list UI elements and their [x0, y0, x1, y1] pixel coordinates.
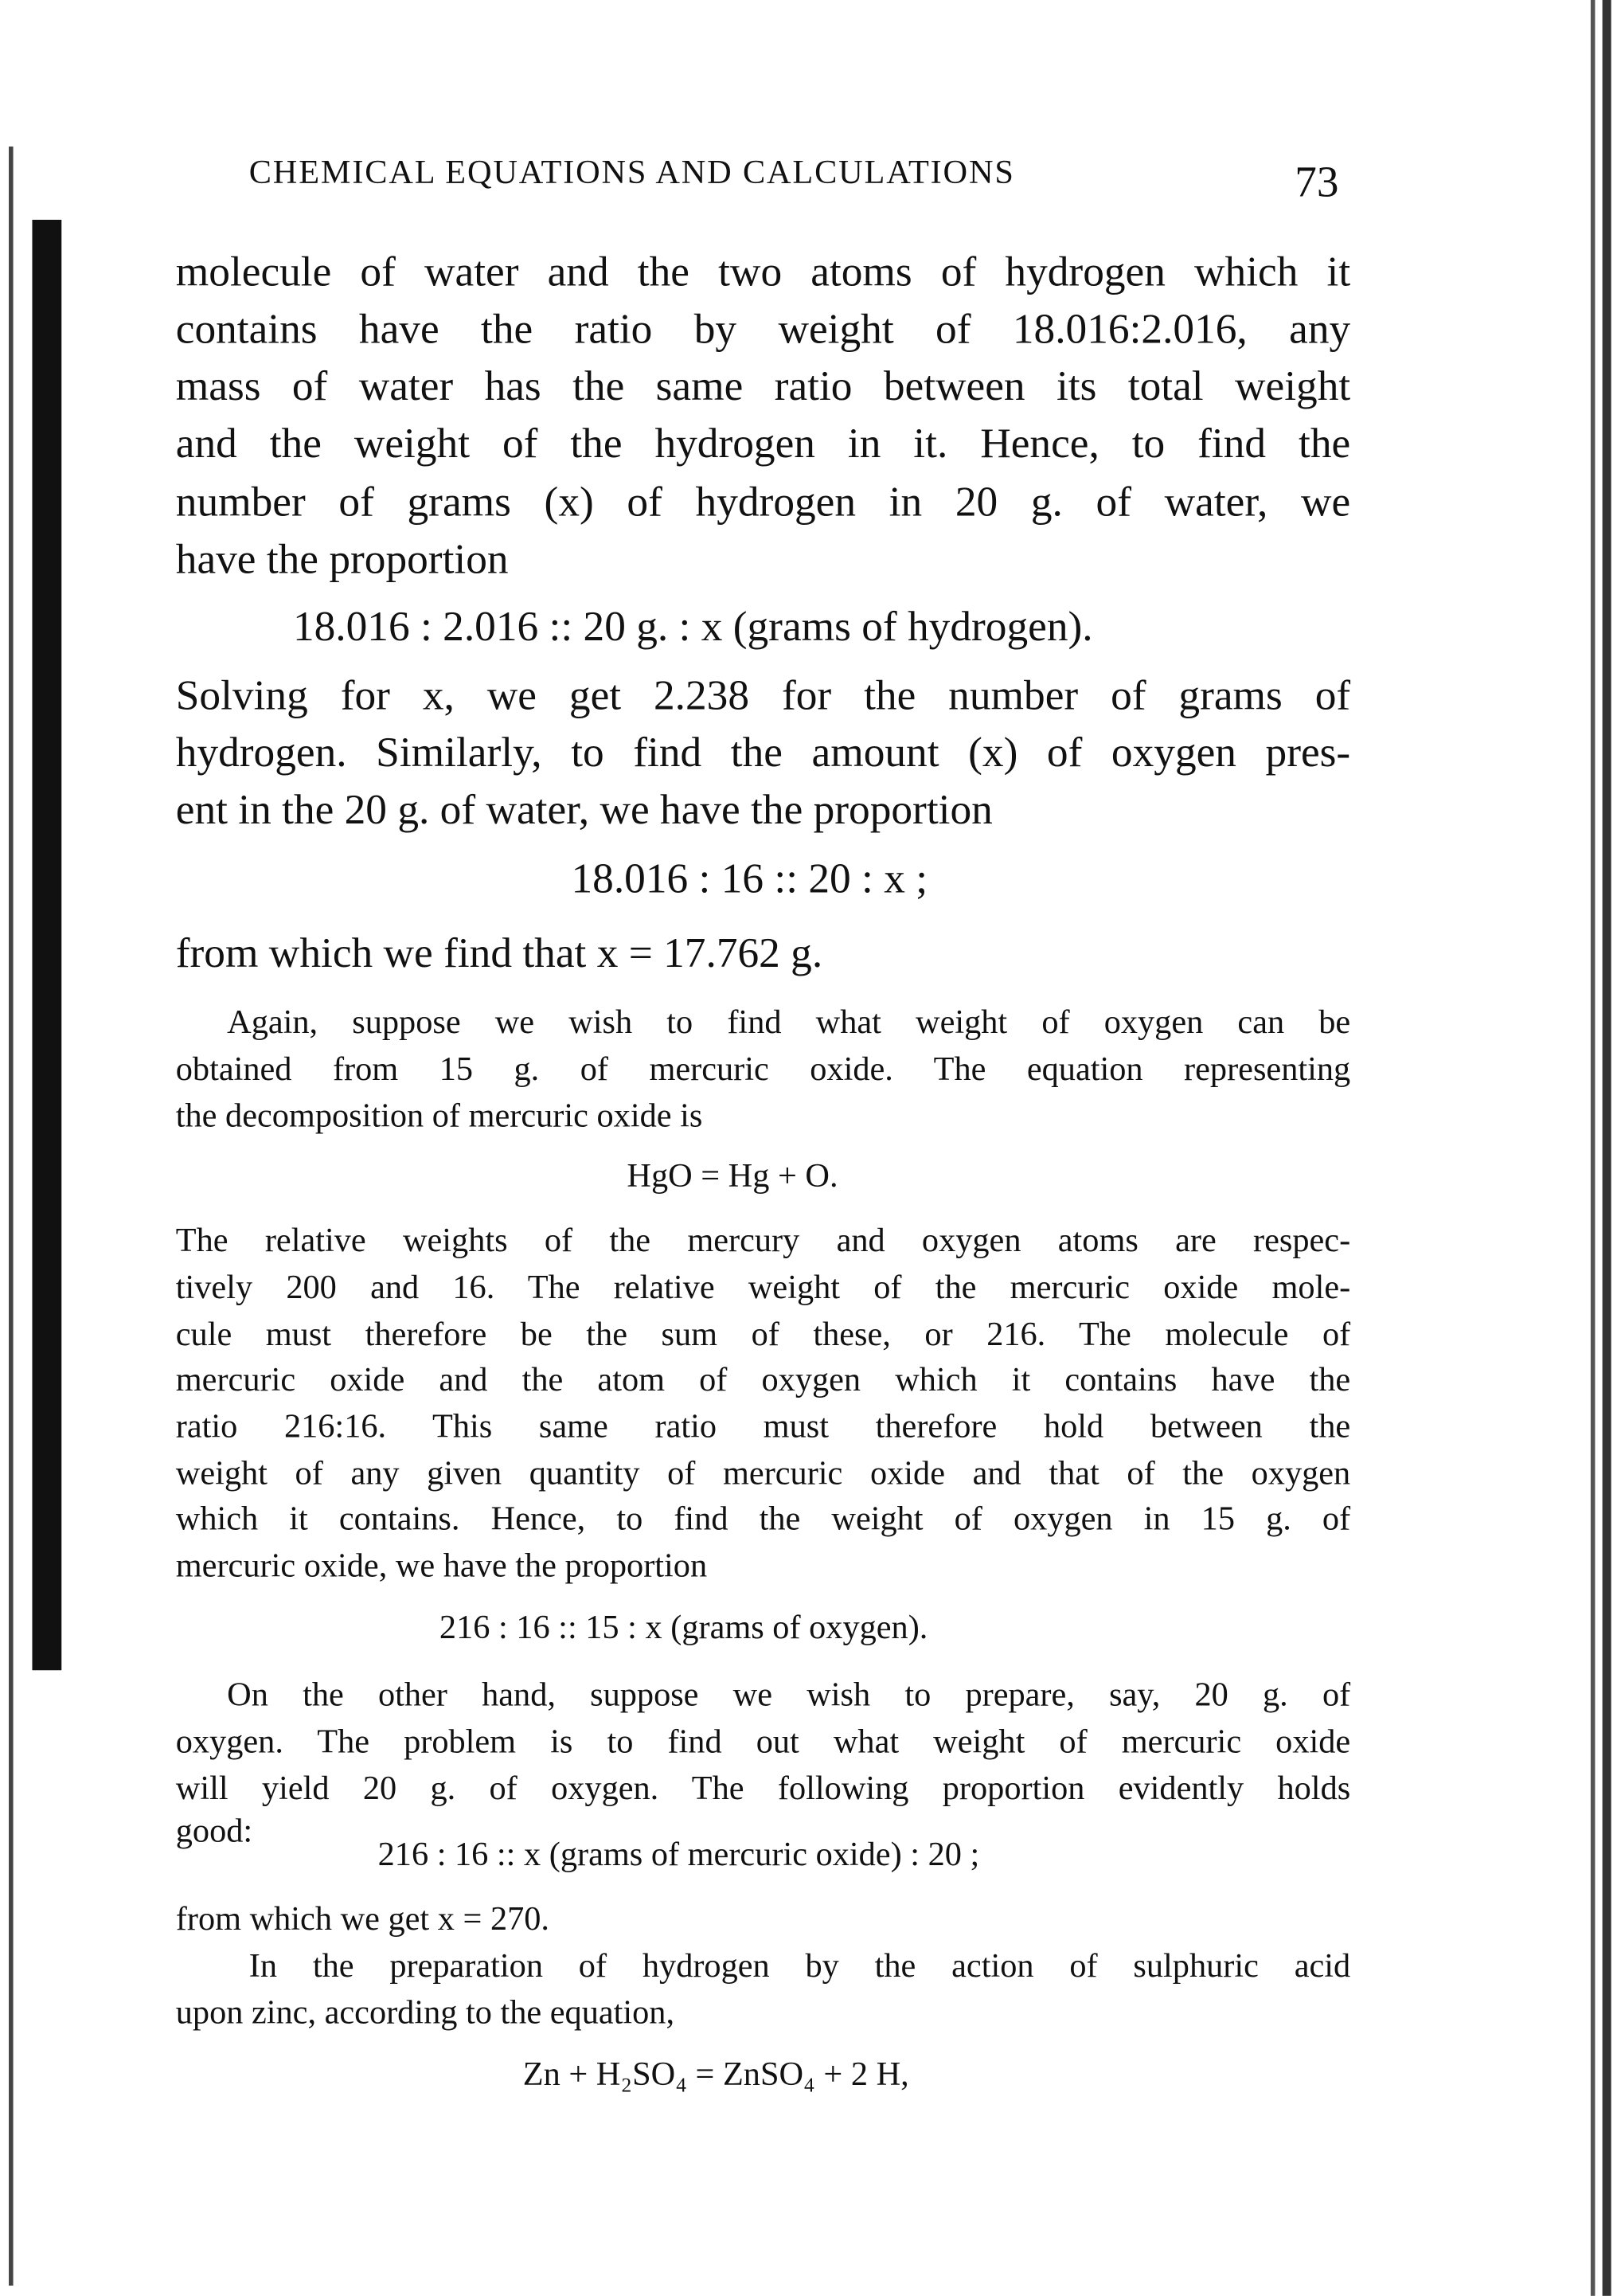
text-line: In the preparation of hydrogen by the action of sulphuric acid — [248, 1946, 1351, 1984]
page-number: 73 — [1295, 158, 1339, 207]
equation: HgO = Hg + O. — [627, 1157, 838, 1195]
text-line: weight of any given quantity of mercuric oxide and that of the oxygen — [175, 1454, 1351, 1492]
text-line: molecule of water and the two atoms of hydrogen which it — [175, 248, 1351, 296]
equation: Zn + H₂SO₄ = ZnSO₄ + 2 H, — [522, 2055, 909, 2093]
text-line: from which we find that x = 17.762 g. — [175, 930, 823, 978]
scan-edge-left-thin — [9, 147, 14, 2286]
equation: 18.016 : 2.016 :: 20 g. : x (grams of hydrogen). — [292, 603, 1093, 651]
text-line: oxygen. The problem is to find out what weight of mercuric oxide — [175, 1723, 1351, 1760]
text-line: which it contains. Hence, to find the weight of oxygen in 15 g. of — [175, 1500, 1351, 1537]
text-line: The relative weights of the mercury and oxygen atoms are respec- — [175, 1222, 1351, 1259]
text-line: mercuric oxide and the atom of oxygen which it contains have the — [175, 1361, 1351, 1398]
text-line: upon zinc, according to the equation, — [175, 1993, 675, 2031]
text-line: from which we get x = 270. — [175, 1900, 550, 1938]
equation: 216 : 16 :: 15 : x (grams of oxygen). — [439, 1608, 928, 1645]
text-line: will yield 20 g. of oxygen. The following proportion evidently holds — [175, 1770, 1351, 1807]
scan-edge-right — [1591, 0, 1596, 2296]
text-line: mercuric oxide, we have the proportion — [175, 1547, 708, 1584]
text-line: contains have the ratio by weight of 18.016:2.016, any — [175, 306, 1351, 354]
equation: 18.016 : 16 :: 20 : x ; — [571, 855, 928, 903]
text-line: obtained from 15 g. of mercuric oxide. The equation representing — [175, 1050, 1351, 1088]
text-line: tively 200 and 16. The relative weight of the mercuric oxide mole- — [175, 1269, 1351, 1306]
text-line: ratio 216:16. This same ratio must therefore hold between the — [175, 1407, 1351, 1445]
scan-edge-left — [32, 220, 61, 1670]
text-line: ent in the 20 g. of water, we have the proportion — [175, 786, 993, 834]
equation: 216 : 16 :: x (grams of mercuric oxide) : 20 ; — [377, 1836, 980, 1873]
text-line: cule must therefore be the sum of these, or 216. The molecule of — [175, 1316, 1351, 1353]
text-line: the decomposition of mercuric oxide is — [175, 1097, 703, 1134]
text-line: Solving for x, we get 2.238 for the number of grams of — [175, 672, 1351, 720]
running-title: CHEMICAL EQUATIONS AND CALCULATIONS — [248, 154, 1015, 191]
text-line: Again, suppose we wish to find what weight of oxygen can be — [227, 1003, 1351, 1041]
text-line: number of grams (x) of hydrogen in 20 g. of water, we — [175, 479, 1351, 526]
text-line: hydrogen. Similarly, to find the amount (x) of oxygen pres- — [175, 729, 1351, 777]
text-line: and the weight of the hydrogen in it. Hence, to find the — [175, 420, 1351, 467]
text-line: On the other hand, suppose we wish to prepare, say, 20 g. of — [227, 1676, 1351, 1713]
text-line: mass of water has the same ratio between its total weight — [175, 363, 1351, 411]
text-line: good: — [175, 1812, 253, 1849]
scan-edge-right-2 — [1603, 0, 1611, 2296]
text-line: have the proportion — [175, 536, 509, 584]
